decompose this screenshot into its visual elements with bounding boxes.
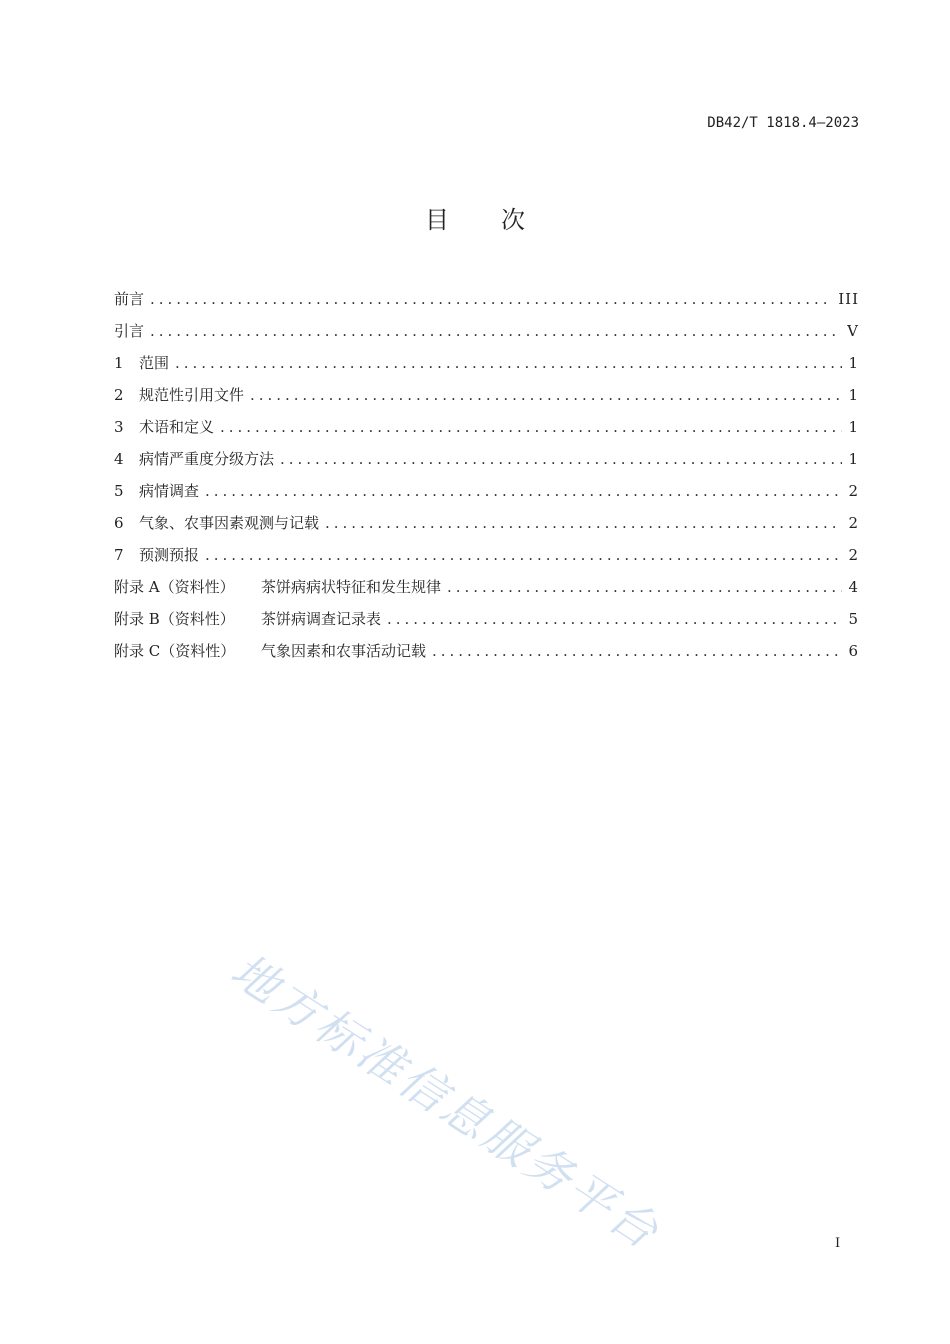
toc-entry-page: 1 [848, 386, 859, 404]
dot-leader [432, 640, 842, 662]
toc-entry-number: 2 [114, 386, 124, 404]
toc-entry[interactable] [114, 288, 859, 320]
watermark: 地方标准信息服务平台 [221, 942, 671, 1261]
toc-entry-page: 1 [848, 450, 859, 468]
toc-entry-title: 规范性引用文件 [139, 386, 245, 404]
dot-leader [175, 352, 842, 374]
dot-leader [205, 480, 842, 502]
table-of-contents [114, 288, 859, 672]
toc-entry-title: 病情严重度分级方法 [139, 450, 275, 468]
appendix-title: 茶饼病病状特征和发生规律 [261, 578, 442, 596]
appendix-title: 气象因素和农事活动记载 [261, 642, 427, 660]
toc-entry-page: 1 [848, 418, 859, 436]
toc-entry-page: 1 [848, 354, 859, 372]
appendix-page: 5 [848, 610, 859, 628]
toc-entry-number: 4 [114, 450, 124, 468]
appendix-label: 附录 C（资料性） [114, 642, 236, 660]
page-title [0, 200, 950, 235]
toc-appendix-entry[interactable] [114, 608, 859, 640]
toc-entry-number: 1 [114, 354, 124, 372]
dot-leader [447, 576, 842, 598]
toc-entry-page: 2 [848, 514, 859, 532]
toc-entry-page: V [847, 322, 859, 340]
toc-entry-title: 气象、农事因素观测与记载 [139, 514, 320, 532]
toc-entry-number: 6 [114, 514, 124, 532]
toc-entry[interactable] [114, 416, 859, 448]
toc-appendix-entry[interactable] [114, 576, 859, 608]
toc-entry[interactable] [114, 448, 859, 480]
toc-appendix-entry[interactable] [114, 640, 859, 672]
appendix-label: 附录 A（资料性） [114, 578, 235, 596]
toc-entry-page: 2 [848, 482, 859, 500]
toc-entry[interactable] [114, 512, 859, 544]
toc-entry-number: 7 [114, 546, 124, 564]
appendix-page: 4 [848, 578, 859, 596]
toc-entry[interactable] [114, 544, 859, 576]
toc-entry-page: 2 [848, 546, 859, 564]
toc-entry-title: 范围 [139, 354, 170, 372]
dot-leader [280, 448, 842, 470]
page-number: I [835, 1236, 841, 1251]
dot-leader [387, 608, 842, 630]
toc-entry[interactable] [114, 480, 859, 512]
toc-entry-number: 5 [114, 482, 124, 500]
dot-leader [250, 384, 842, 406]
title-char: 次 [501, 206, 525, 234]
toc-entry[interactable] [114, 352, 859, 384]
toc-entry-title: 前言 [114, 290, 145, 308]
toc-entry-title: 引言 [114, 322, 145, 340]
toc-entry[interactable] [114, 320, 859, 352]
toc-entry-title: 术语和定义 [139, 418, 215, 436]
title-char: 目 [425, 206, 449, 234]
appendix-title: 茶饼病调查记录表 [261, 610, 382, 628]
dot-leader [325, 512, 842, 534]
toc-entry[interactable] [114, 384, 859, 416]
appendix-page: 6 [848, 642, 859, 660]
toc-entry-title: 病情调查 [139, 482, 200, 500]
toc-entry-title: 预测预报 [139, 546, 200, 564]
appendix-label: 附录 B（资料性） [114, 610, 235, 628]
dot-leader [150, 320, 841, 342]
dot-leader [220, 416, 842, 438]
toc-entry-number: 3 [114, 418, 124, 436]
document-code: DB42/T 1818.4—2023 [707, 115, 859, 131]
toc-entry-page: III [838, 290, 859, 308]
dot-leader [205, 544, 842, 566]
dot-leader [150, 288, 832, 310]
